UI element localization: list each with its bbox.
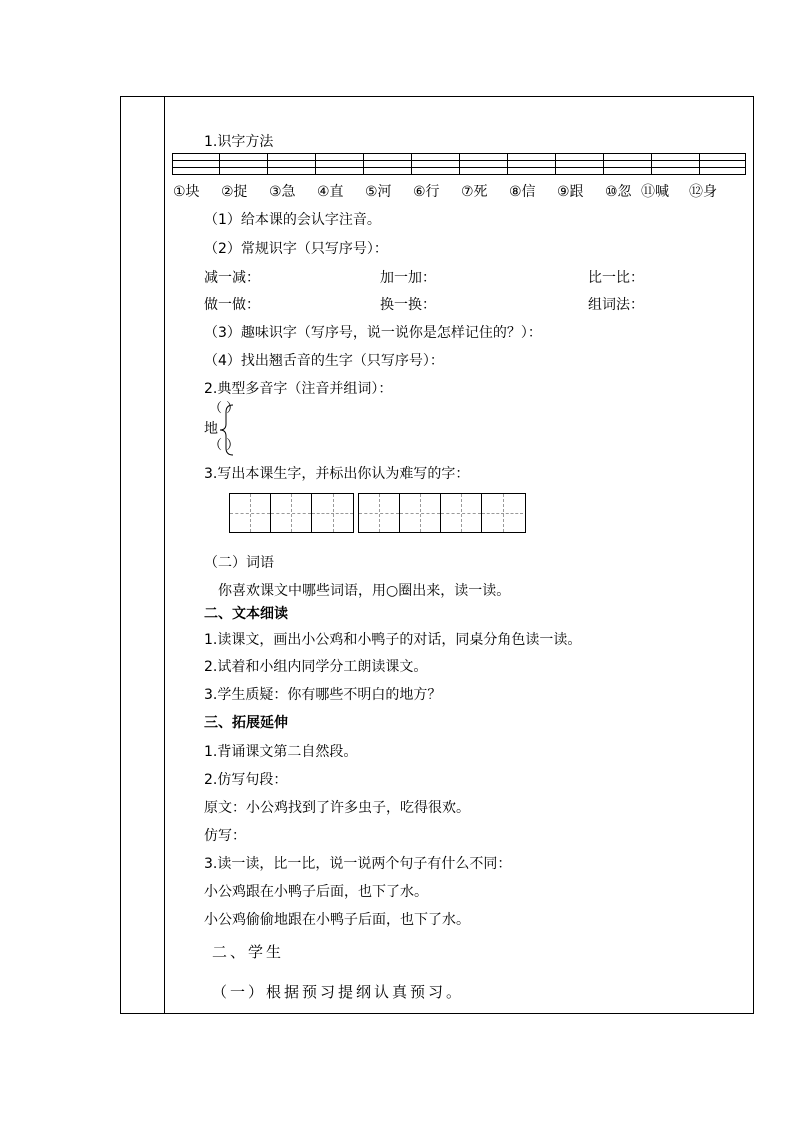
reading-heading: 二、文本细读	[204, 606, 288, 622]
section2-title: 2.典型多音字（注音并组词）：	[204, 381, 393, 397]
section3-title: 3.写出本课生字，并标出你认为难写的字：	[204, 466, 470, 482]
method-act: 做一做：	[204, 297, 260, 313]
section1-title: 1.识字方法	[204, 134, 274, 150]
words-instruction: 你喜欢课文中哪些词语，用○圈出来，读一读。	[218, 583, 511, 599]
student-heading: 二、学生	[212, 943, 285, 961]
method-compare: 比一比：	[588, 270, 644, 286]
extension-item-3: 3.读一读，比一比，说一说两个句子有什么不同：	[204, 856, 512, 872]
char-list-item: ①块	[173, 184, 200, 200]
char-list-item: ⑦死	[461, 184, 488, 200]
writing-cell	[400, 494, 441, 532]
method-compound: 组词法：	[588, 297, 644, 313]
method-swap: 换一换：	[380, 297, 436, 313]
writing-grid-1	[229, 493, 354, 533]
char-list-item: ④直	[317, 184, 344, 200]
char-list-item: ⑩忽	[605, 184, 632, 200]
student-item-1: （一）根据预习提纲认真预习。	[212, 983, 465, 1001]
reading-item: 1.读课文，画出小公鸡和小鸭子的对话，同桌分角色读一读。	[204, 632, 582, 648]
char-list-item: ⑧信	[509, 184, 536, 200]
pinyin-grid	[172, 153, 746, 175]
question-3: （3）趣味识字（写序号，说一说你是怎样记住的？）：	[204, 325, 542, 341]
char-list-item: ⑨跟	[557, 184, 584, 200]
char-list-item: ⑫身	[689, 184, 717, 200]
writing-grid-2	[358, 493, 526, 533]
compare-sentence-1: 小公鸡跟在小鸭子后面，也下了水。	[204, 884, 428, 900]
method-subtract: 减一减：	[204, 270, 260, 286]
writing-cell	[230, 494, 271, 532]
reading-item: 3.学生质疑：你有哪些不明白的地方？	[204, 687, 442, 703]
compare-sentence-2: 小公鸡偷偷地跟在小鸭子后面，也下了水。	[204, 912, 470, 928]
extension-item-2: 2.仿写句段：	[204, 772, 288, 788]
extension-item-1: 1.背诵课文第二自然段。	[204, 744, 358, 760]
char-list-item: ⑥行	[413, 184, 440, 200]
paren-bottom: （ ）	[209, 438, 240, 453]
writing-cell	[441, 494, 482, 532]
writing-cell	[359, 494, 400, 532]
method-add: 加一加：	[380, 270, 436, 286]
words-heading: （二）词语	[204, 555, 274, 571]
polyphone-char: 地	[204, 421, 218, 437]
imitate-label: 仿写：	[204, 828, 246, 844]
char-list-item: ⑤河	[365, 184, 392, 200]
char-list-item: ③急	[269, 184, 296, 200]
paren-top: （ ）	[209, 401, 240, 416]
char-list-item: ②捉	[221, 184, 248, 200]
writing-cell	[312, 494, 353, 532]
writing-cell	[482, 494, 523, 532]
column-divider	[164, 96, 165, 1014]
question-2: （2）常规识字（只写序号）：	[204, 241, 388, 257]
writing-cell	[271, 494, 312, 532]
reading-item: 2.试着和小组内同学分工朗读课文。	[204, 659, 428, 675]
char-list-item: ⑪喊	[641, 184, 669, 200]
extension-heading: 三、拓展延伸	[204, 715, 288, 731]
question-4: （4）找出翘舌音的生字（只写序号）：	[204, 353, 444, 369]
original-sentence: 原文：小公鸡找到了许多虫子，吃得很欢。	[204, 800, 470, 816]
question-1: （1）给本课的会认字注音。	[204, 212, 381, 228]
